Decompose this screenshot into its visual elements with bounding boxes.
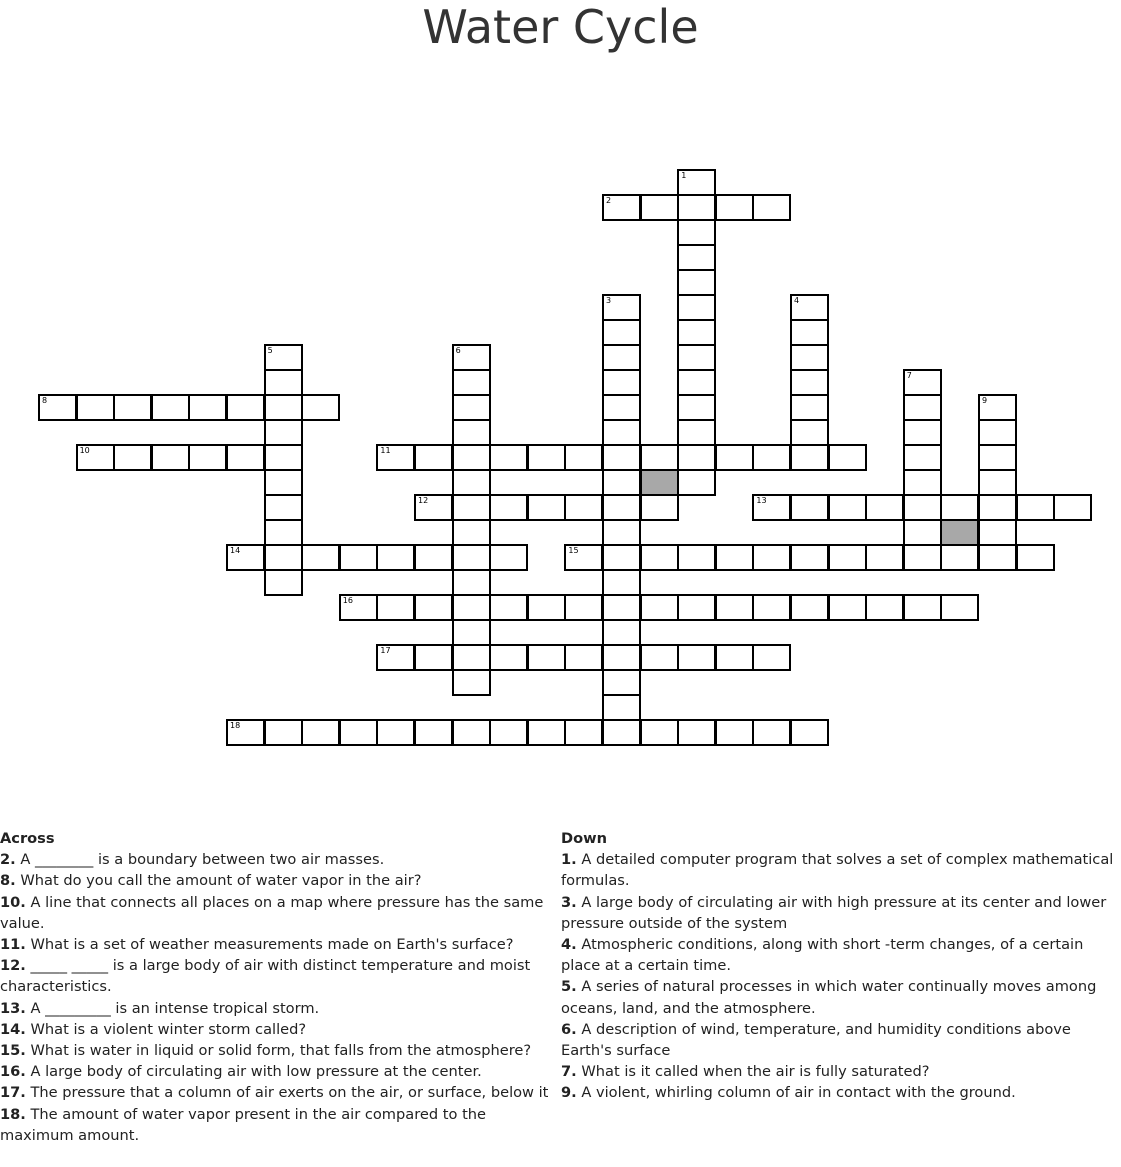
grid-cell[interactable] <box>715 594 754 621</box>
grid-cell[interactable] <box>452 544 491 571</box>
grid-cell[interactable] <box>677 344 716 371</box>
grid-cell[interactable] <box>414 544 453 571</box>
grid-cell[interactable] <box>452 669 491 696</box>
grid-cell[interactable] <box>790 294 829 321</box>
clue-text: A series of natural processes in which water continually moves among oceans, land, and the atmosphere. <box>561 978 1097 1017</box>
clue-text: What do you call the amount of water vapor in the air? <box>20 872 422 890</box>
across-clue <box>0 849 560 870</box>
grid-cell[interactable] <box>264 469 303 496</box>
across-heading: Across <box>0 830 55 847</box>
clue-text: A line that connects all places on a map where pressure has the same value. <box>0 893 544 932</box>
grid-cell[interactable] <box>677 469 716 496</box>
grid-cell[interactable] <box>677 419 716 446</box>
clue-text: _____ _____ is a large body of air with distinct temperature and moist characteristics. <box>0 957 531 996</box>
grid-cell[interactable] <box>264 719 303 746</box>
grid-cell[interactable] <box>828 544 867 571</box>
grid-cell[interactable] <box>677 319 716 346</box>
grid-cell[interactable] <box>1053 494 1092 521</box>
grid-cell[interactable] <box>602 494 641 521</box>
down-clue <box>561 892 1119 934</box>
grid-cell[interactable] <box>715 644 754 671</box>
shaded-cell <box>940 519 979 546</box>
clue-text: The amount of water vapor present in the air compared to the maximum amount. <box>0 1105 487 1144</box>
grid-cell[interactable] <box>76 444 115 471</box>
grid-cell[interactable] <box>677 444 716 471</box>
across-clue <box>0 1040 560 1061</box>
grid-cell[interactable] <box>602 569 641 596</box>
grid-cell[interactable] <box>752 594 791 621</box>
grid-cell[interactable] <box>828 494 867 521</box>
grid-cell[interactable] <box>602 344 641 371</box>
grid-cell[interactable] <box>903 494 942 521</box>
grid-cell[interactable] <box>489 544 528 571</box>
clue-number-label: 9 <box>982 396 988 405</box>
grid-cell[interactable] <box>376 544 415 571</box>
clue-number: 10. <box>0 893 26 911</box>
clue-number: 8. <box>0 872 16 890</box>
grid-cell[interactable] <box>151 394 190 421</box>
grid-cell[interactable] <box>602 544 641 571</box>
grid-cell[interactable] <box>376 594 415 621</box>
grid-cell[interactable] <box>264 519 303 546</box>
grid-cell[interactable] <box>865 594 904 621</box>
grid-cell[interactable] <box>865 494 904 521</box>
grid-cell[interactable] <box>602 719 641 746</box>
grid-cell[interactable] <box>978 494 1017 521</box>
clue-number: 7. <box>561 1063 577 1081</box>
grid-cell[interactable] <box>452 419 491 446</box>
clue-number: 17. <box>0 1084 26 1102</box>
clue-number: 14. <box>0 1020 26 1038</box>
grid-cell[interactable] <box>978 394 1017 421</box>
grid-cell[interactable] <box>264 369 303 396</box>
down-clue <box>561 976 1119 1018</box>
clue-number: 1. <box>561 851 577 869</box>
clue-number: 5. <box>561 978 577 996</box>
grid-cell[interactable] <box>38 394 77 421</box>
grid-cell[interactable] <box>527 494 566 521</box>
grid-cell[interactable] <box>940 494 979 521</box>
across-clue <box>0 998 560 1019</box>
grid-cell[interactable] <box>376 719 415 746</box>
grid-cell[interactable] <box>677 194 716 221</box>
down-clue <box>561 934 1119 976</box>
grid-cell[interactable] <box>602 194 641 221</box>
grid-cell[interactable] <box>903 594 942 621</box>
clue-text: A description of wind, temperature, and humidity conditions above Earth's surface <box>561 1020 1071 1060</box>
shaded-cell <box>640 469 679 496</box>
grid-cell[interactable] <box>677 219 716 246</box>
grid-cell[interactable] <box>301 544 340 571</box>
grid-cell[interactable] <box>414 444 453 471</box>
clue-text: A _________ is an intense tropical storm. <box>30 999 320 1017</box>
grid-cell[interactable] <box>602 519 641 546</box>
grid-cell[interactable] <box>188 394 227 421</box>
clue-text: Atmospheric conditions, along with short -term changes, of a certain place at a certain time. <box>561 936 1084 975</box>
clue-number: 3. <box>561 893 577 911</box>
grid-cell[interactable] <box>602 319 641 346</box>
grid-cell[interactable] <box>677 394 716 421</box>
grid-cell[interactable] <box>527 594 566 621</box>
grid-cell[interactable] <box>865 544 904 571</box>
grid-cell[interactable] <box>151 444 190 471</box>
grid-cell[interactable] <box>452 469 491 496</box>
grid-cell[interactable] <box>752 444 791 471</box>
grid-cell[interactable] <box>339 594 378 621</box>
clue-number-label: 8 <box>42 396 48 405</box>
clue-text: A detailed computer program that solves a set of complex mathematical formulas. <box>561 851 1114 890</box>
grid-cell[interactable] <box>564 544 603 571</box>
down-clue <box>561 1061 1119 1082</box>
clue-text: A violent, whirling column of air in contact with the ground. <box>581 1084 1016 1102</box>
grid-cell[interactable] <box>790 344 829 371</box>
grid-cell[interactable] <box>339 544 378 571</box>
grid-cell[interactable] <box>301 394 340 421</box>
across-clue <box>0 1082 560 1103</box>
grid-cell[interactable] <box>527 444 566 471</box>
grid-cell[interactable] <box>452 494 491 521</box>
clue-text: What is it called when the air is fully saturated? <box>581 1063 930 1081</box>
grid-cell[interactable] <box>903 419 942 446</box>
page-title: Water Cycle <box>422 0 699 54</box>
grid-cell[interactable] <box>452 344 491 371</box>
grid-cell[interactable] <box>677 369 716 396</box>
clue-number: 2. <box>0 851 16 869</box>
grid-cell[interactable] <box>640 544 679 571</box>
grid-cell[interactable] <box>940 594 979 621</box>
clue-number-label: 15 <box>568 546 579 555</box>
grid-cell[interactable] <box>113 444 152 471</box>
grid-cell[interactable] <box>452 569 491 596</box>
grid-cell[interactable] <box>452 369 491 396</box>
grid-cell[interactable] <box>677 719 716 746</box>
grid-cell[interactable] <box>113 394 152 421</box>
grid-cell[interactable] <box>602 394 641 421</box>
grid-cell[interactable] <box>640 444 679 471</box>
clue-text: A ________ is a boundary between two air masses. <box>20 851 385 869</box>
grid-cell[interactable] <box>564 594 603 621</box>
grid-cell[interactable] <box>602 594 641 621</box>
grid-cell[interactable] <box>640 644 679 671</box>
grid-cell[interactable] <box>264 494 303 521</box>
down-clues <box>561 828 1119 1104</box>
grid-cell[interactable] <box>677 294 716 321</box>
grid-cell[interactable] <box>264 544 303 571</box>
grid-cell[interactable] <box>602 694 641 721</box>
grid-cell[interactable] <box>489 494 528 521</box>
grid-cell[interactable] <box>301 719 340 746</box>
grid-cell[interactable] <box>790 419 829 446</box>
grid-cell[interactable] <box>602 294 641 321</box>
grid-cell[interactable] <box>564 444 603 471</box>
grid-cell[interactable] <box>640 194 679 221</box>
clue-text: A large body of circulating air with low pressure at the center. <box>30 1063 482 1081</box>
grid-cell[interactable] <box>677 644 716 671</box>
grid-cell[interactable] <box>677 169 716 196</box>
across-clue <box>0 1061 560 1082</box>
across-clue <box>0 1019 560 1040</box>
grid-cell[interactable] <box>226 394 265 421</box>
grid-cell[interactable] <box>790 494 829 521</box>
grid-cell[interactable] <box>602 619 641 646</box>
grid-cell[interactable] <box>339 719 378 746</box>
grid-cell[interactable] <box>752 494 791 521</box>
clue-number-label: 7 <box>906 371 912 380</box>
grid-cell[interactable] <box>677 244 716 271</box>
grid-cell[interactable] <box>489 719 528 746</box>
clue-number-label: 12 <box>418 496 429 505</box>
grid-cell[interactable] <box>226 719 265 746</box>
grid-cell[interactable] <box>677 594 716 621</box>
across-clues <box>0 828 560 1146</box>
grid-cell[interactable] <box>414 719 453 746</box>
grid-cell[interactable] <box>452 519 491 546</box>
grid-cell[interactable] <box>715 194 754 221</box>
grid-cell[interactable] <box>903 544 942 571</box>
grid-cell[interactable] <box>188 444 227 471</box>
grid-cell[interactable] <box>602 644 641 671</box>
grid-cell[interactable] <box>752 544 791 571</box>
down-clue <box>561 1082 1119 1103</box>
across-clue <box>0 892 560 934</box>
grid-cell[interactable] <box>414 644 453 671</box>
grid-cell[interactable] <box>790 719 829 746</box>
grid-cell[interactable] <box>76 394 115 421</box>
down-clue <box>561 849 1119 891</box>
clue-number: 11. <box>0 936 26 954</box>
grid-cell[interactable] <box>264 444 303 471</box>
grid-cell[interactable] <box>602 669 641 696</box>
clue-number-label: 6 <box>455 346 461 355</box>
grid-cell[interactable] <box>452 644 491 671</box>
grid-cell[interactable] <box>564 494 603 521</box>
clue-text: A large body of circulating air with high pressure at its center and lower pressure outside of the system <box>561 893 1107 932</box>
grid-cell[interactable] <box>602 419 641 446</box>
clue-number-label: 13 <box>756 496 767 505</box>
clue-number-label: 5 <box>267 346 273 355</box>
grid-cell[interactable] <box>226 544 265 571</box>
grid-cell[interactable] <box>790 369 829 396</box>
grid-cell[interactable] <box>715 544 754 571</box>
grid-cell[interactable] <box>978 419 1017 446</box>
grid-cell[interactable] <box>640 719 679 746</box>
grid-cell[interactable] <box>790 594 829 621</box>
clue-text: What is a violent winter storm called? <box>30 1020 307 1038</box>
grid-cell[interactable] <box>790 394 829 421</box>
grid-cell[interactable] <box>564 644 603 671</box>
grid-cell[interactable] <box>790 544 829 571</box>
grid-cell[interactable] <box>828 444 867 471</box>
grid-cell[interactable] <box>414 594 453 621</box>
across-clue <box>0 955 560 997</box>
clue-number: 16. <box>0 1063 26 1081</box>
grid-cell[interactable] <box>828 594 867 621</box>
grid-cell[interactable] <box>1016 494 1055 521</box>
grid-cell[interactable] <box>752 644 791 671</box>
clue-number: 9. <box>561 1084 577 1102</box>
grid-cell[interactable] <box>264 394 303 421</box>
grid-cell[interactable] <box>752 194 791 221</box>
down-clue <box>561 1019 1119 1061</box>
grid-cell[interactable] <box>790 444 829 471</box>
grid-cell[interactable] <box>1016 544 1055 571</box>
grid-cell[interactable] <box>677 269 716 296</box>
grid-cell[interactable] <box>903 519 942 546</box>
clue-number-label: 14 <box>230 546 241 555</box>
grid-cell[interactable] <box>376 444 415 471</box>
grid-cell[interactable] <box>452 594 491 621</box>
grid-cell[interactable] <box>489 444 528 471</box>
grid-cell[interactable] <box>978 544 1017 571</box>
grid-cell[interactable] <box>978 469 1017 496</box>
grid-cell[interactable] <box>452 394 491 421</box>
across-clue <box>0 870 560 891</box>
clue-number-label: 17 <box>380 646 391 655</box>
grid-cell[interactable] <box>376 644 415 671</box>
grid-cell[interactable] <box>903 369 942 396</box>
across-clue <box>0 934 560 955</box>
grid-cell[interactable] <box>715 719 754 746</box>
grid-cell[interactable] <box>640 494 679 521</box>
clue-number: 13. <box>0 999 26 1017</box>
clue-number-label: 3 <box>606 296 612 305</box>
clue-number-label: 11 <box>380 446 391 455</box>
grid-cell[interactable] <box>527 719 566 746</box>
clue-number-label: 4 <box>794 296 800 305</box>
grid-cell[interactable] <box>903 394 942 421</box>
clue-number: 15. <box>0 1042 26 1060</box>
grid-cell[interactable] <box>903 444 942 471</box>
across-clue <box>0 1104 560 1146</box>
grid-cell[interactable] <box>264 419 303 446</box>
down-heading: Down <box>561 830 608 847</box>
grid-cell[interactable] <box>752 719 791 746</box>
clue-text: What is water in liquid or solid form, that falls from the atmosphere? <box>30 1042 532 1060</box>
clue-number-label: 1 <box>681 171 687 180</box>
grid-cell[interactable] <box>452 619 491 646</box>
clue-number-label: 16 <box>342 596 353 605</box>
grid-cell[interactable] <box>940 544 979 571</box>
grid-cell[interactable] <box>602 444 641 471</box>
clue-number-label: 10 <box>79 446 90 455</box>
clue-number: 4. <box>561 936 577 954</box>
clue-number: 6. <box>561 1020 577 1038</box>
clue-number: 12. <box>0 957 26 975</box>
grid-cell[interactable] <box>640 594 679 621</box>
grid-cell[interactable] <box>715 444 754 471</box>
grid-cell[interactable] <box>527 644 566 671</box>
grid-cell[interactable] <box>264 569 303 596</box>
clue-text: What is a set of weather measurements made on Earth's surface? <box>30 936 514 954</box>
grid-cell[interactable] <box>564 719 603 746</box>
grid-cell[interactable] <box>602 369 641 396</box>
grid-cell[interactable] <box>264 344 303 371</box>
grid-cell[interactable] <box>903 469 942 496</box>
clue-text: The pressure that a column of air exerts on the air, or surface, below it <box>30 1084 549 1102</box>
grid-cell[interactable] <box>978 444 1017 471</box>
clue-number-label: 18 <box>230 721 241 730</box>
grid-cell[interactable] <box>452 719 491 746</box>
grid-cell[interactable] <box>489 644 528 671</box>
grid-cell[interactable] <box>602 469 641 496</box>
clue-number: 18. <box>0 1105 26 1123</box>
grid-cell[interactable] <box>226 444 265 471</box>
clue-number-label: 2 <box>606 196 612 205</box>
grid-cell[interactable] <box>452 444 491 471</box>
grid-cell[interactable] <box>414 494 453 521</box>
grid-cell[interactable] <box>489 594 528 621</box>
grid-cell[interactable] <box>677 544 716 571</box>
grid-cell[interactable] <box>978 519 1017 546</box>
grid-cell[interactable] <box>790 319 829 346</box>
